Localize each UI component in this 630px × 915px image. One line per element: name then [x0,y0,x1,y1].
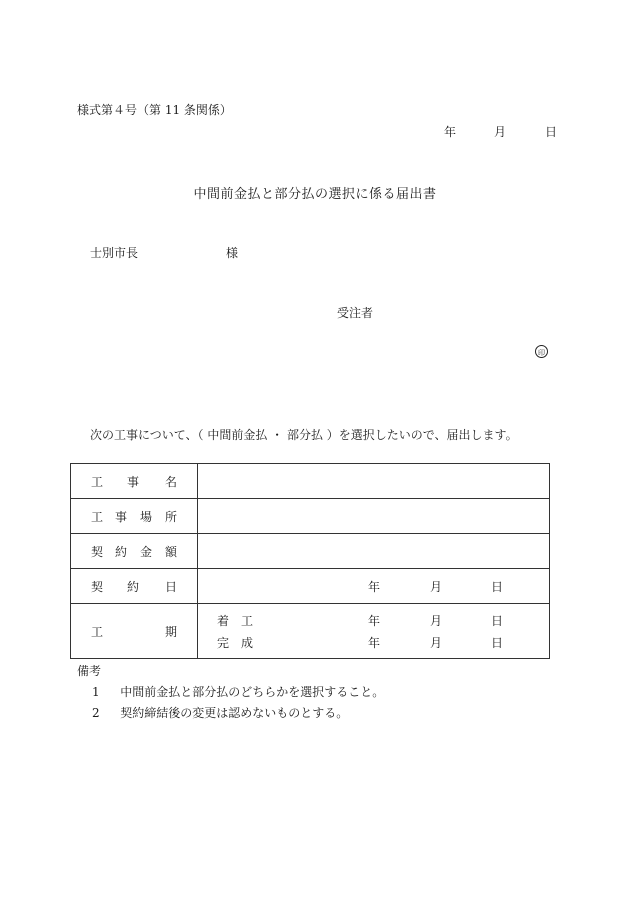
table-row [71,464,550,499]
label-char: 金 [140,545,153,559]
label-char: 事 [115,510,128,524]
label-char: 事 [127,475,140,489]
label-char: 所 [165,510,178,524]
label-char: 工 [91,475,104,489]
month-label: 月 [430,614,443,628]
project-table [70,463,550,659]
period-start-char: 工 [241,614,254,628]
table-row [71,499,550,534]
label-contract-date [71,569,198,604]
contractor-label: 受注者 [337,306,374,320]
day-label: 日 [491,636,504,650]
label-char: 名 [165,475,178,489]
label-char: 場 [140,510,153,524]
label-char: 約 [127,580,140,594]
label-char: 契 [91,580,104,594]
date-day-label: 日 [545,125,558,139]
table-row [71,604,550,659]
label-char: 工 [91,510,104,524]
note-number: 1 [92,685,100,699]
period-start-char: 着 [217,614,230,628]
year-label: 年 [368,614,381,628]
field-construction-period[interactable] [198,604,550,659]
label-char: 工 [91,625,104,639]
note-item [92,704,348,721]
label-contract-amount [71,534,198,569]
date-month-label: 月 [494,125,507,139]
field-project-name[interactable] [198,464,550,499]
table-row [71,569,550,604]
label-char: 日 [165,580,178,594]
year-label: 年 [368,636,381,650]
period-end-char: 成 [241,636,254,650]
period-end-char: 完 [217,636,230,650]
note-text: 契約締結後の変更は認めないものとする。 [120,706,349,720]
day-label: 日 [491,614,504,628]
label-char: 額 [165,545,178,559]
field-contract-amount[interactable] [198,534,550,569]
label-char: 契 [91,545,104,559]
label-construction-period [71,604,198,659]
document-title: 中間前金払と部分払の選択に係る届出書 [193,187,437,202]
statement-text: 次の工事について、（ 中間前金払 ・ 部分払 ）を選択したいので、届出します。 [90,428,518,442]
label-char: 約 [115,545,128,559]
addressee-name: 士別市長 [90,246,139,260]
year-label: 年 [368,580,381,594]
field-contract-date[interactable] [198,569,550,604]
month-label: 月 [430,580,443,594]
seal-mark-icon: 印 [535,345,548,358]
table-row [71,534,550,569]
field-project-location[interactable] [198,499,550,534]
label-project-name [71,464,198,499]
addressee-honorific: 様 [226,246,239,260]
notes-title: 備考 [77,664,102,678]
note-text: 中間前金払と部分払のどちらかを選択すること。 [120,685,385,699]
day-label: 日 [491,580,504,594]
date-year-label: 年 [444,125,457,139]
form-number: 様式第４号（第 11 条関係） [77,103,232,117]
label-project-location [71,499,198,534]
month-label: 月 [430,636,443,650]
label-char: 期 [165,625,178,639]
note-number: 2 [92,706,100,720]
note-item [92,683,384,700]
